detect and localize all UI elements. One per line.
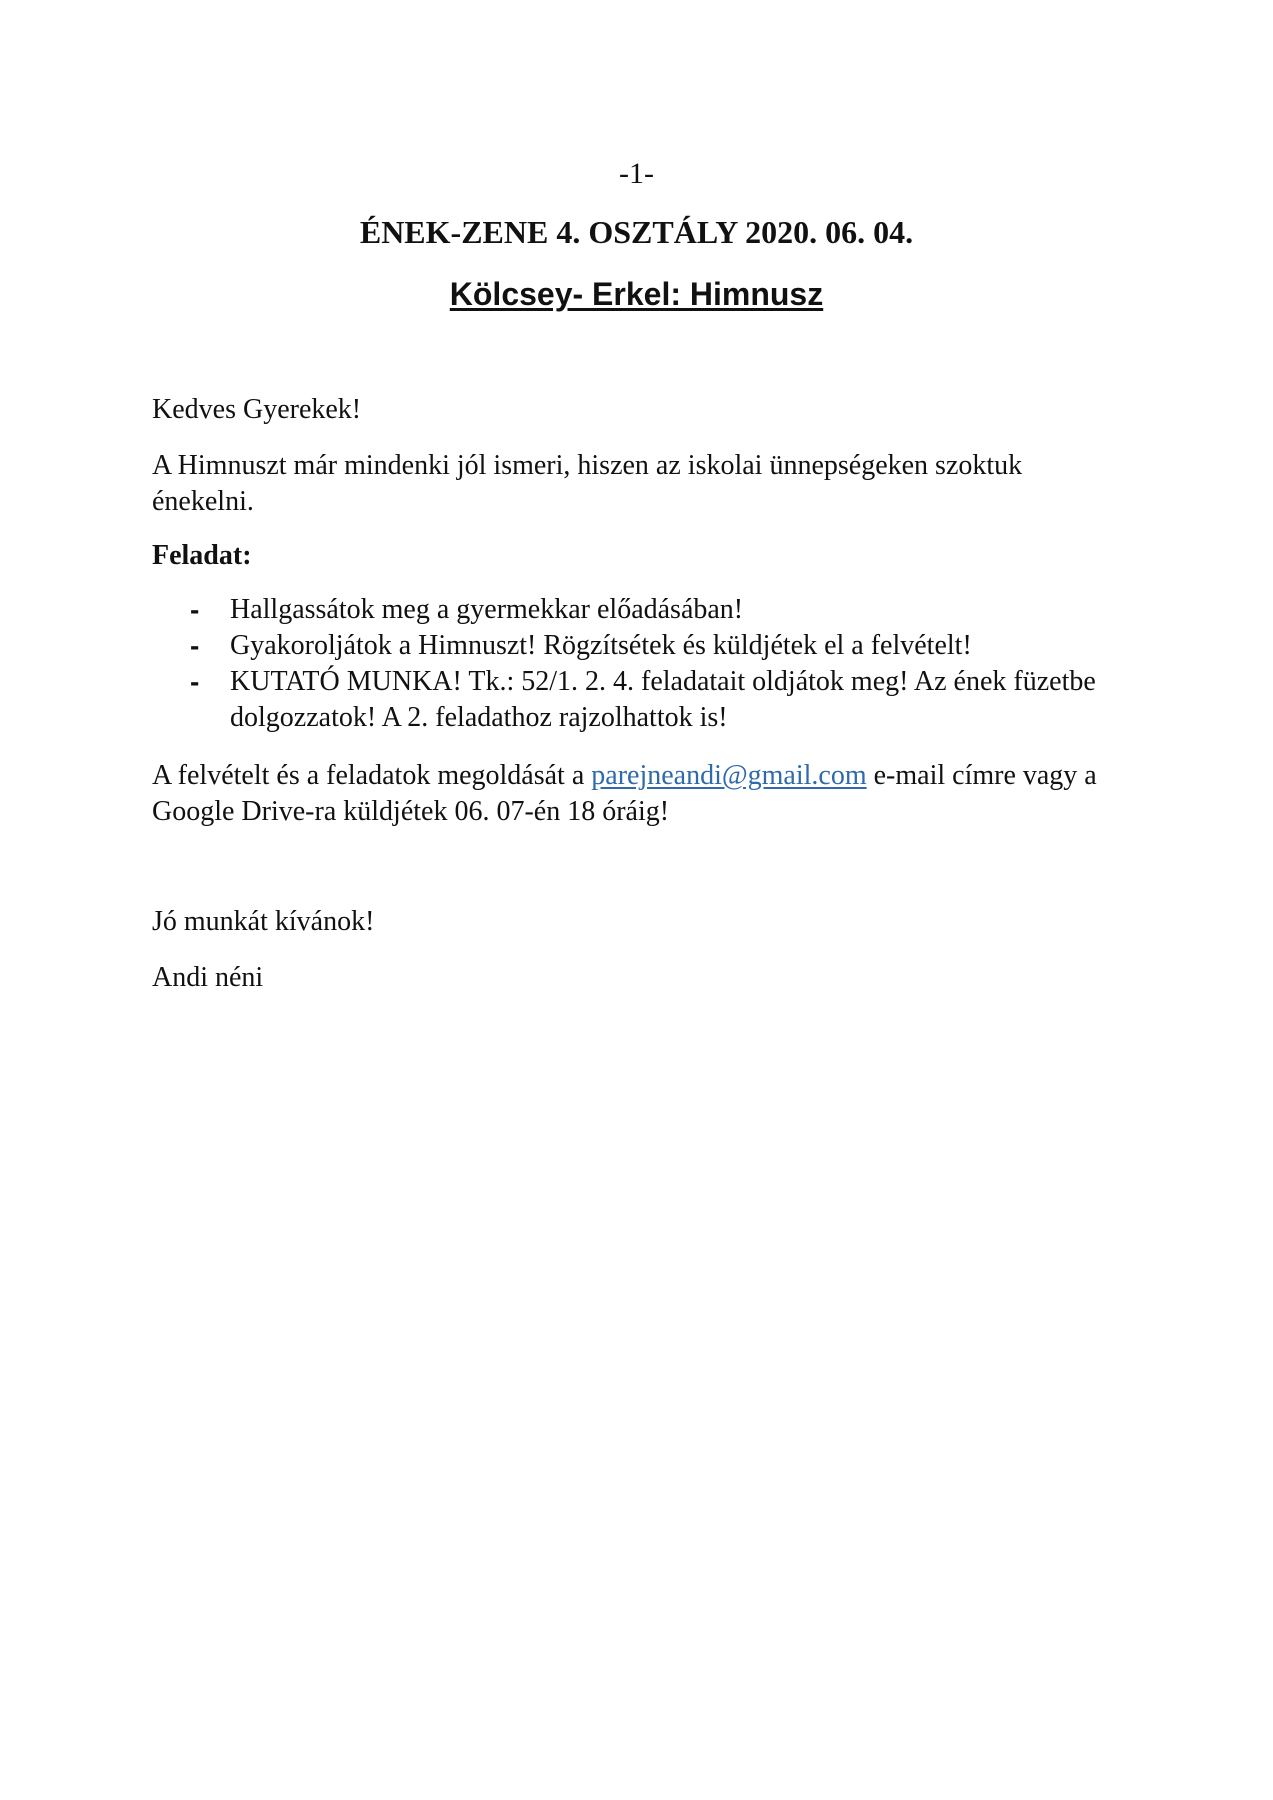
page-number: -1- bbox=[619, 157, 654, 190]
document-title: ÉNEK-ZENE 4. OSZTÁLY 2020. 06. 04. bbox=[359, 214, 914, 250]
intro-paragraph: A Himnuszt már mindenki jól ismeri, hiszen az iskolai ünnepségeken szoktuk énekelni. bbox=[152, 450, 1023, 517]
task-text: KUTATÓ MUNKA! Tk.: 52/1. 2. 4. feladatait oldjátok meg! Az ének füzetbe dolgozzatok! A 2. feladathoz rajzolhattok is! bbox=[230, 666, 1096, 733]
task-text: Gyakoroljátok a Himnuszt! Rögzítsétek és küldjétek el a felvételt! bbox=[230, 630, 972, 661]
submission-text-before: A felvételt és a feladatok megoldását a bbox=[152, 760, 592, 791]
task-text: Hallgassátok meg a gyermekkar előadásában! bbox=[230, 594, 744, 625]
list-item bbox=[152, 664, 1112, 736]
document-subtitle: Kölcsey- Erkel: Himnusz bbox=[449, 276, 824, 312]
task-heading: Feladat: bbox=[152, 540, 252, 571]
greeting: Kedves Gyerekek! bbox=[152, 394, 362, 425]
closing-line: Jó munkát kívánok! bbox=[152, 906, 375, 937]
signature: Andi néni bbox=[152, 962, 264, 993]
list-item bbox=[152, 628, 1112, 664]
list-item bbox=[152, 592, 1112, 628]
submission-paragraph bbox=[152, 758, 1112, 830]
bullet-dash: - bbox=[190, 630, 200, 661]
bullet-dash: - bbox=[190, 594, 200, 625]
submission-text-after: e-mail címre vagy a Google Drive-ra küldjétek 06. 07-én 18 óráig! bbox=[152, 760, 1097, 827]
email-link[interactable]: parejneandi@gmail.com bbox=[591, 760, 867, 791]
task-list bbox=[152, 592, 1112, 736]
bullet-dash: - bbox=[190, 666, 200, 697]
